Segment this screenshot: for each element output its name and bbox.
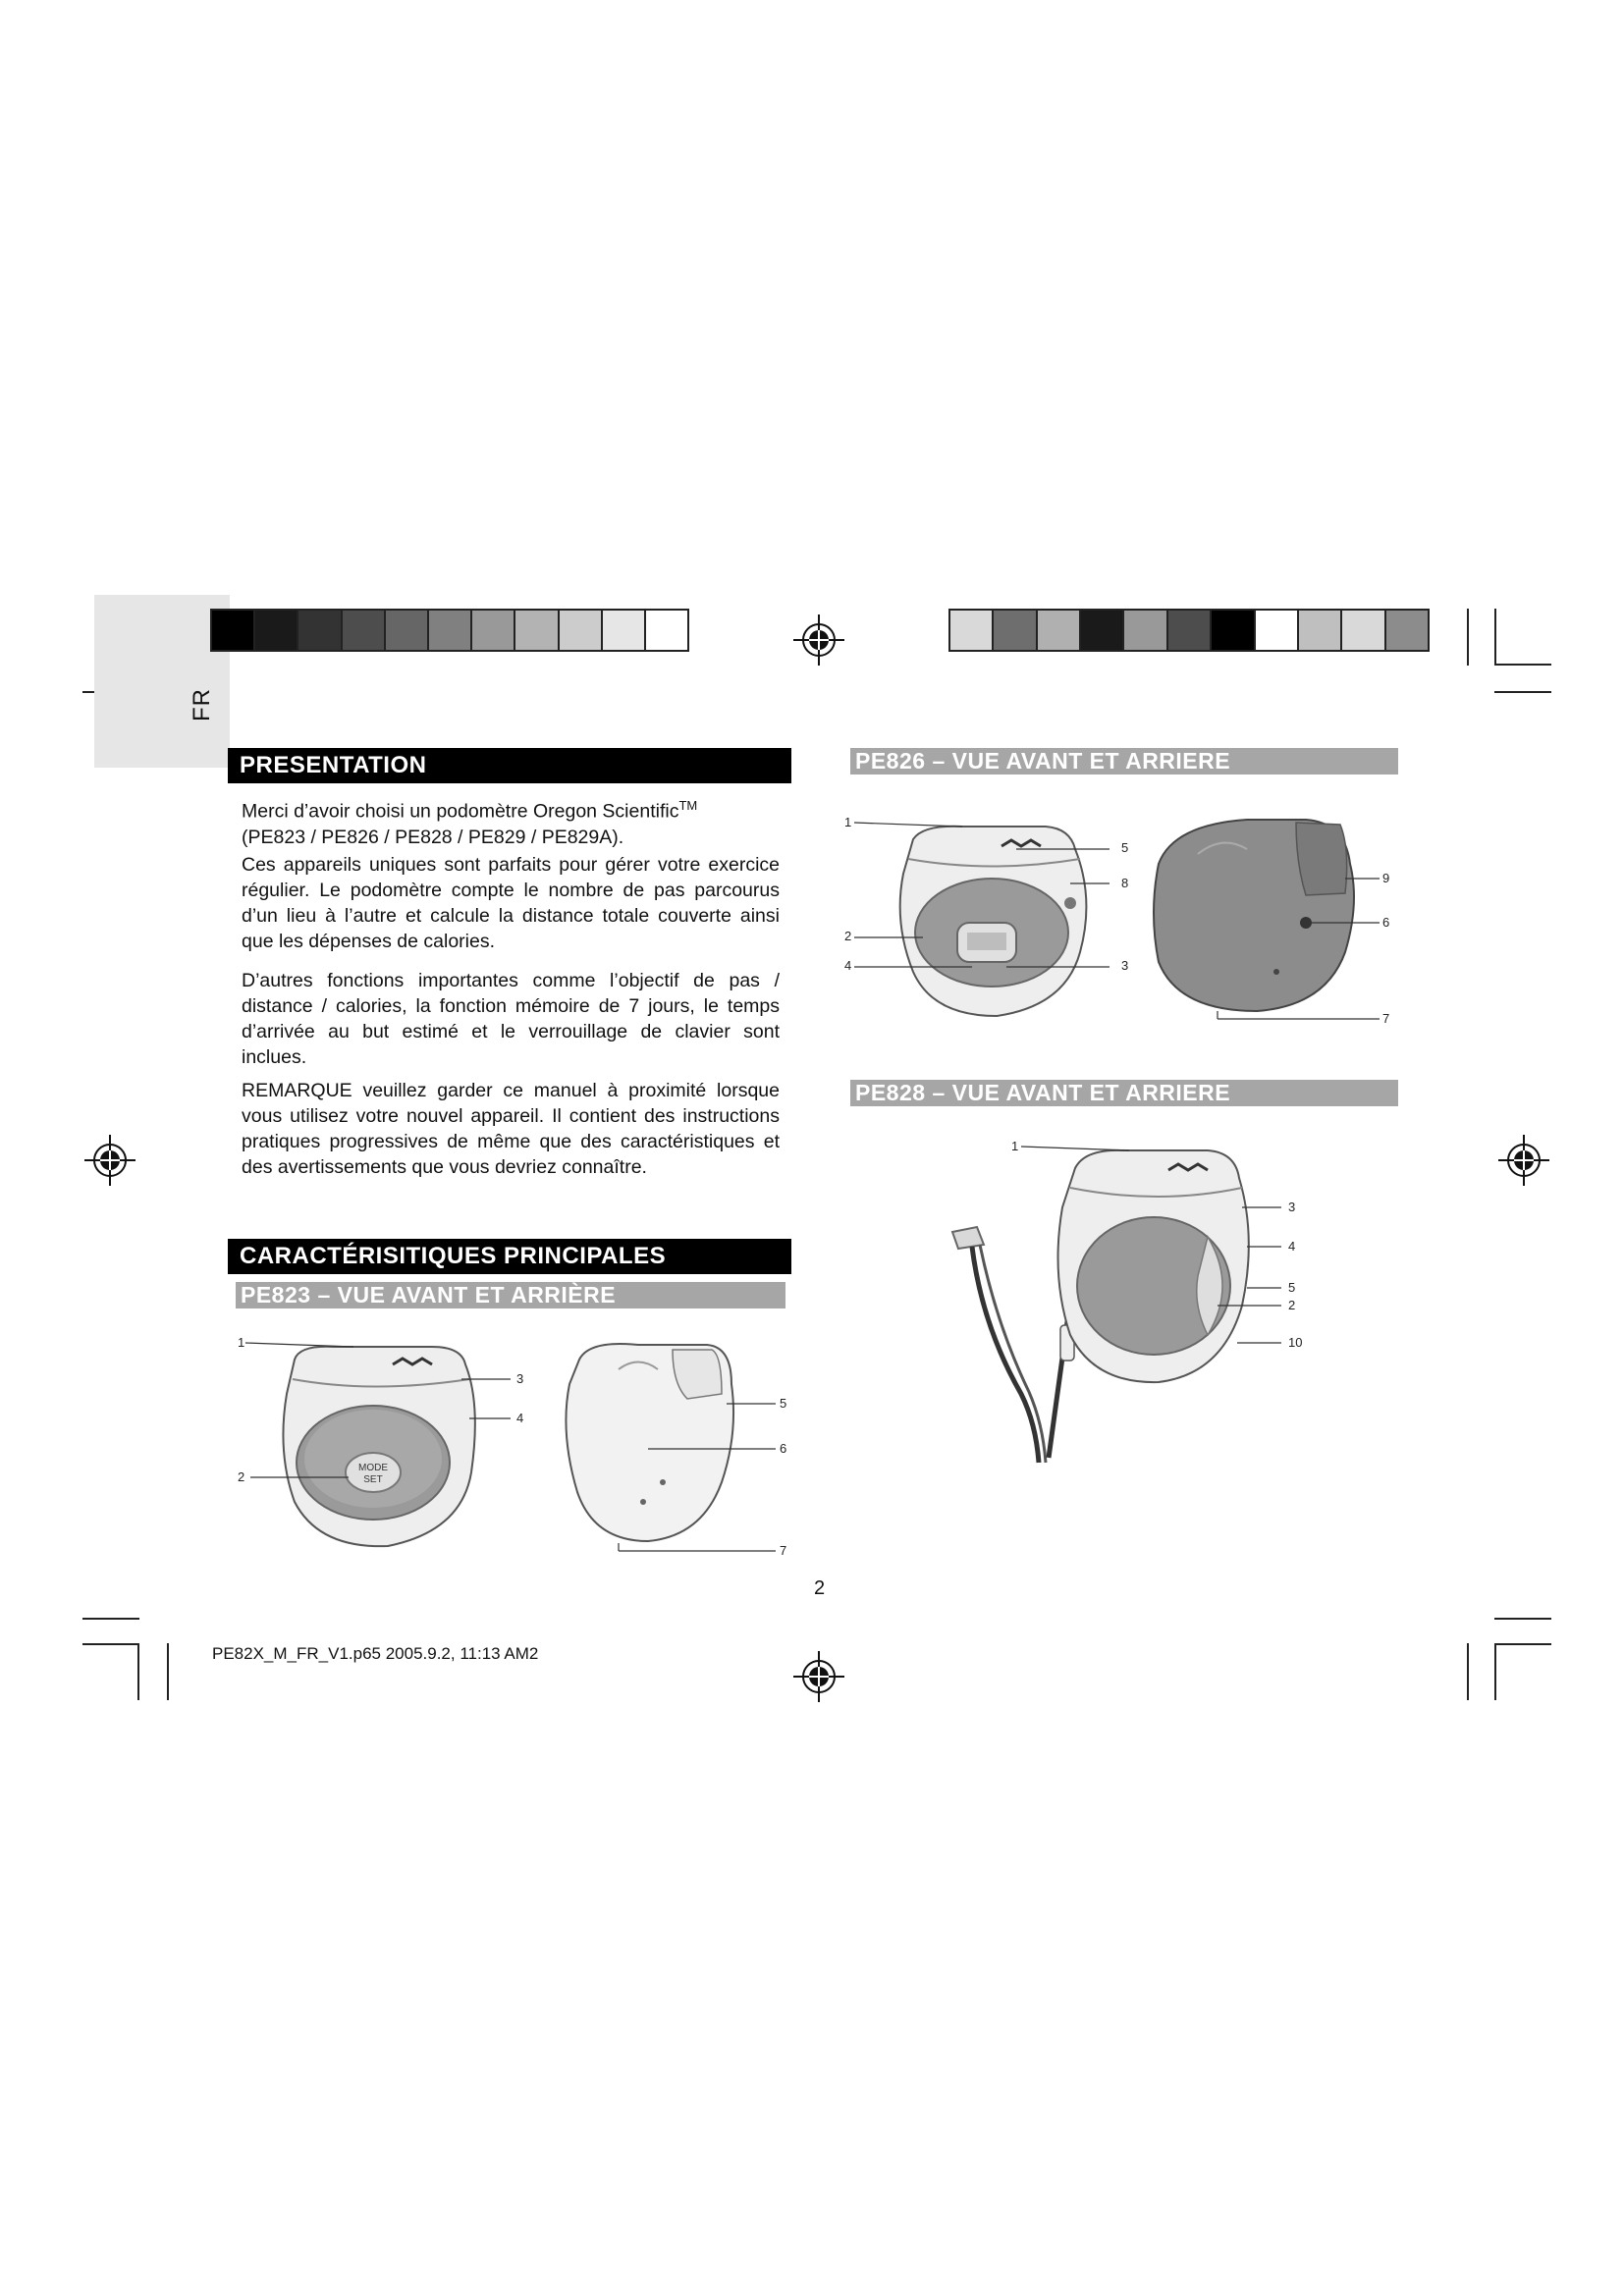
pe823-callout-3: 3 [516,1371,524,1386]
features-heading: CARACTÉRISITIQUES PRINCIPALES [228,1239,791,1274]
presentation-paragraph-4: REMARQUE veuillez garder ce manuel à proximité lorsque vous utilisez votre nouvel appareil. Il contient des instructions pratiques progressives de même que des caractéristiques et des avertissements que vous devriez connaître. [242,1080,780,1178]
pe826-front-back-illustration [835,805,1414,1031]
color-swatch [255,611,298,650]
color-swatch [1081,611,1124,650]
pe826-callout-2: 2 [844,929,852,943]
pe828-callout-1: 1 [1011,1139,1019,1153]
presentation-heading: PRESENTATION [228,748,791,783]
set-button-label: SET [363,1474,383,1485]
crop-mark [137,1643,139,1700]
color-swatch [1124,611,1167,650]
color-swatch [515,611,559,650]
pe828-callout-5: 5 [1288,1280,1296,1295]
pe826-callout-5: 5 [1121,840,1129,855]
color-swatch [603,611,646,650]
presentation-paragraph-2: Ces appareils uniques sont parfaits pour gérer votre exercice régulier. Le podomètre compte le nombre de pas parcourus d’un lieu à l’autre et calcule la distance totale couverte ainsi que les dépenses de calories. [242,854,780,952]
color-swatch [560,611,603,650]
crop-mark [1494,1643,1496,1700]
trademark: TM [678,798,698,813]
language-tab-label: FR [189,688,215,721]
pe823-callout-6: 6 [780,1441,787,1456]
registration-target-icon [1496,1133,1551,1188]
mode-button-label: MODE [358,1463,388,1473]
pe826-callout-8: 8 [1121,876,1129,890]
color-bar-right [948,609,1430,652]
registration-target-icon [791,1649,846,1704]
pe828-front-illustration [923,1129,1335,1482]
crop-mark [1467,609,1469,666]
crop-mark [1494,609,1496,666]
presentation-paragraph-1 [242,793,780,850]
color-swatch [429,611,472,650]
color-swatch [1212,611,1255,650]
pe826-callout-4: 4 [844,958,852,973]
color-swatch [386,611,429,650]
color-swatch [212,611,255,650]
crop-mark [167,1643,169,1700]
color-swatch [1256,611,1299,650]
pe826-callout-6: 6 [1382,915,1390,930]
registration-target-icon [791,613,846,667]
color-swatch [1342,611,1385,650]
print-footer: PE82X_M_FR_V1.p65 2005.9.2, 11:13 AM2 [212,1644,539,1663]
crop-mark [82,1643,139,1645]
color-swatch [472,611,515,650]
pe823-figure-title: PE823 – VUE AVANT ET ARRIÈRE [236,1282,785,1308]
pe823-callout-1: 1 [238,1335,245,1350]
crop-mark [1494,664,1551,666]
pe826-figure-title: PE826 – VUE AVANT ET ARRIERE [850,748,1398,774]
pe828-callout-3: 3 [1288,1200,1296,1214]
pe823-front-back-illustration [226,1325,795,1571]
pe826-callout-9: 9 [1382,871,1390,885]
color-swatch [1386,611,1428,650]
pe823-callout-7: 7 [780,1543,787,1558]
pe823-callout-5: 5 [780,1396,787,1411]
color-swatch [1168,611,1212,650]
color-swatch [646,611,687,650]
registration-target-icon [82,1133,137,1188]
pe823-callout-4: 4 [516,1411,524,1425]
color-swatch [298,611,342,650]
page-number: 2 [814,1577,826,1599]
pe823-callout-2: 2 [238,1469,245,1484]
crop-mark [1467,1643,1469,1700]
color-swatch [1299,611,1342,650]
pe826-callout-1: 1 [844,815,852,829]
presentation-paragraph-3: D’autres fonctions importantes comme l’objectif de pas / distance / calories, la fonction mémoire de 7 jours, le temps d’arrivée au but estimé et le verrouillage de clavier sont inclues. [242,970,780,1068]
crop-mark [1494,691,1551,693]
color-swatch [994,611,1037,650]
pe828-figure-title: PE828 – VUE AVANT ET ARRIERE [850,1080,1398,1106]
crop-mark [1494,1618,1551,1620]
pe826-callout-7: 7 [1382,1011,1390,1026]
pe826-callout-3: 3 [1121,958,1129,973]
crop-mark [1494,1643,1551,1645]
color-swatch [1038,611,1081,650]
crop-mark [82,1618,139,1620]
presentation-models: (PE823 / PE826 / PE828 / PE829 / PE829A). [242,826,624,848]
pe828-callout-4: 4 [1288,1239,1296,1254]
color-swatch [343,611,386,650]
pe828-callout-10: 10 [1288,1335,1303,1350]
presentation-intro: Merci d’avoir choisi un podomètre Oregon Scientific [242,800,679,823]
color-swatch [950,611,994,650]
color-bar-left [210,609,689,652]
pe828-callout-2: 2 [1288,1298,1296,1312]
